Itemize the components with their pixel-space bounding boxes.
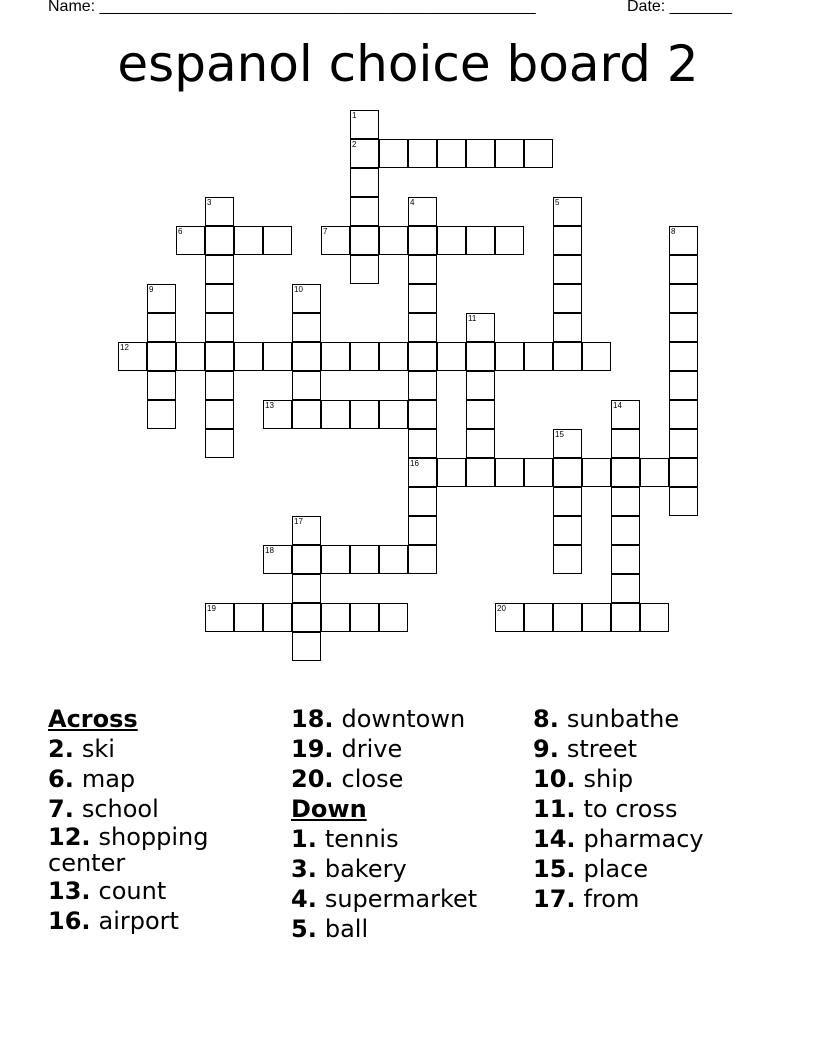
grid-cell[interactable] [350, 400, 379, 429]
grid-cell[interactable] [669, 458, 698, 487]
clue-item-text: street [566, 735, 638, 763]
grid-cell[interactable] [466, 139, 495, 168]
grid-cell[interactable] [408, 516, 437, 545]
grid-cell[interactable] [640, 603, 669, 632]
clue-number-label: 3 [207, 198, 212, 207]
grid-cell[interactable] [553, 342, 582, 371]
grid-cell[interactable] [205, 400, 234, 429]
clue-item-number: 6. [48, 765, 74, 793]
clue-item-number: 5. [291, 915, 317, 943]
grid-cell[interactable] [553, 516, 582, 545]
grid-cell[interactable] [205, 255, 234, 284]
grid-cell[interactable] [350, 545, 379, 574]
grid-cell[interactable] [669, 429, 698, 458]
grid-cell[interactable] [379, 226, 408, 255]
clue-item-text: sunbathe [566, 705, 680, 733]
grid-cell[interactable] [205, 342, 234, 371]
grid-cell[interactable] [147, 371, 176, 400]
grid-cell[interactable] [292, 400, 321, 429]
name-field-line: Name: _________________________________________________ [48, 0, 536, 15]
grid-cell[interactable] [379, 545, 408, 574]
clue-item-number: 7. [48, 795, 74, 823]
clue-item-text: ball [324, 915, 369, 943]
clue-item [291, 764, 477, 794]
clue-item [291, 824, 477, 854]
clue-column-3 [533, 704, 704, 914]
clue-item-text: ski [81, 735, 115, 763]
grid-cell[interactable] [263, 603, 292, 632]
grid-cell[interactable] [669, 371, 698, 400]
grid-cell[interactable] [611, 603, 640, 632]
clue-number-label: 14 [613, 401, 622, 410]
grid-cell[interactable] [669, 400, 698, 429]
grid-cell[interactable] [669, 342, 698, 371]
grid-cell[interactable] [495, 458, 524, 487]
grid-cell[interactable] [147, 400, 176, 429]
grid-cell[interactable] [321, 342, 350, 371]
grid-cell[interactable] [408, 545, 437, 574]
grid-cell[interactable] [669, 313, 698, 342]
grid-cell[interactable] [321, 400, 350, 429]
clue-item-text: tennis [324, 825, 399, 853]
clue-item [533, 824, 704, 854]
clue-item-number: 15. [533, 855, 576, 883]
grid-cell[interactable] [437, 139, 466, 168]
grid-cell[interactable] [350, 226, 379, 255]
clue-item-number: 10. [533, 765, 576, 793]
clue-number-label: 10 [294, 285, 303, 294]
grid-cell[interactable] [495, 226, 524, 255]
clue-item-number: 11. [533, 795, 576, 823]
grid-cell[interactable] [524, 139, 553, 168]
clue-item [533, 854, 704, 884]
grid-cell[interactable] [147, 313, 176, 342]
grid-cell[interactable] [292, 371, 321, 400]
grid-cell[interactable] [408, 284, 437, 313]
clue-item [291, 734, 477, 764]
grid-cell[interactable] [524, 603, 553, 632]
grid-cell[interactable] [553, 487, 582, 516]
clue-item-text: from [583, 885, 640, 913]
grid-cell[interactable] [466, 371, 495, 400]
clue-item [533, 794, 704, 824]
grid-cell[interactable] [408, 429, 437, 458]
clue-number-label: 18 [265, 546, 274, 555]
clue-number-label: 16 [410, 459, 419, 468]
grid-cell[interactable] [582, 342, 611, 371]
grid-cell[interactable] [582, 603, 611, 632]
grid-cell[interactable] [205, 371, 234, 400]
clue-number-label: 5 [555, 198, 560, 207]
clue-number-label: 11 [468, 314, 477, 323]
grid-cell[interactable] [234, 342, 263, 371]
clue-item-number: 1. [291, 825, 317, 853]
grid-cell[interactable] [292, 603, 321, 632]
grid-cell[interactable] [321, 603, 350, 632]
grid-cell[interactable] [553, 226, 582, 255]
clue-item [48, 906, 248, 936]
clue-item-text: ship [583, 765, 634, 793]
grid-cell[interactable] [466, 342, 495, 371]
clue-item-number: 16. [48, 907, 91, 935]
clue-item [533, 764, 704, 794]
grid-cell[interactable] [553, 284, 582, 313]
clue-number-label: 15 [555, 430, 564, 439]
clue-item-number: 19. [291, 735, 334, 763]
grid-cell[interactable] [234, 603, 263, 632]
clue-item-text: map [81, 765, 136, 793]
grid-cell[interactable] [379, 400, 408, 429]
grid-cell[interactable] [379, 342, 408, 371]
clue-number-label: 20 [497, 604, 506, 613]
clue-number-label: 12 [120, 343, 129, 352]
grid-cell[interactable] [408, 139, 437, 168]
clue-item-text: place [583, 855, 649, 883]
clue-item-text: close [341, 765, 404, 793]
grid-cell[interactable] [611, 429, 640, 458]
clue-item [48, 824, 248, 876]
grid-cell[interactable] [350, 342, 379, 371]
clue-item [533, 704, 704, 734]
clue-number-label: 2 [352, 140, 357, 149]
clue-number-label: 13 [265, 401, 274, 410]
grid-cell[interactable] [582, 458, 611, 487]
grid-cell[interactable] [292, 574, 321, 603]
clue-column-2 [291, 704, 477, 944]
grid-cell[interactable] [437, 458, 466, 487]
clue-item [48, 794, 248, 824]
clue-item-text: supermarket [324, 885, 478, 913]
clue-item-number: 13. [48, 877, 91, 905]
clue-number-label: 7 [323, 227, 328, 236]
clue-item [48, 764, 248, 794]
grid-cell[interactable] [292, 342, 321, 371]
grid-cell[interactable] [205, 313, 234, 342]
clue-item-number: 3. [291, 855, 317, 883]
grid-cell[interactable] [495, 139, 524, 168]
clue-item-text: pharmacy [583, 825, 704, 853]
grid-cell[interactable] [466, 226, 495, 255]
grid-cell[interactable] [611, 487, 640, 516]
clue-item-text: count [98, 877, 167, 905]
page-title: espanol choice board 2 [117, 35, 699, 93]
grid-cell[interactable] [408, 313, 437, 342]
clue-section-heading: Across [48, 705, 138, 733]
grid-cell[interactable] [234, 226, 263, 255]
grid-cell[interactable] [408, 255, 437, 284]
clue-column-1 [48, 704, 248, 936]
clue-item [48, 734, 248, 764]
clue-number-label: 19 [207, 604, 216, 613]
grid-cell[interactable] [350, 603, 379, 632]
clue-item-number: 18. [291, 705, 334, 733]
clue-item-text: bakery [324, 855, 407, 883]
grid-cell[interactable] [495, 342, 524, 371]
grid-cell[interactable] [553, 458, 582, 487]
grid-cell[interactable] [408, 400, 437, 429]
grid-cell[interactable] [524, 458, 553, 487]
grid-cell[interactable] [524, 342, 553, 371]
clue-item-text: school [81, 795, 159, 823]
grid-cell[interactable] [176, 342, 205, 371]
grid-cell[interactable] [553, 255, 582, 284]
clue-item-text: to cross [583, 795, 678, 823]
clue-item [291, 854, 477, 884]
clue-item-text: drive [341, 735, 403, 763]
grid-cell[interactable] [553, 603, 582, 632]
grid-cell[interactable] [611, 574, 640, 603]
clue-item-number: 12. [48, 823, 91, 851]
grid-cell[interactable] [611, 545, 640, 574]
grid-cell[interactable] [408, 487, 437, 516]
clue-item-number: 20. [291, 765, 334, 793]
grid-cell[interactable] [640, 458, 669, 487]
grid-cell[interactable] [408, 226, 437, 255]
clue-item [291, 914, 477, 944]
grid-cell[interactable] [669, 487, 698, 516]
grid-cell[interactable] [611, 458, 640, 487]
grid-cell[interactable] [669, 255, 698, 284]
clue-item-text: airport [98, 907, 179, 935]
grid-cell[interactable] [379, 603, 408, 632]
clue-item [48, 876, 248, 906]
clue-item [533, 884, 704, 914]
grid-cell[interactable] [205, 429, 234, 458]
grid-cell[interactable] [292, 632, 321, 661]
clue-number-label: 8 [671, 227, 676, 236]
grid-cell[interactable] [147, 342, 176, 371]
date-field-line: Date: _______ [627, 0, 732, 15]
grid-cell[interactable] [263, 226, 292, 255]
clue-item [533, 734, 704, 764]
clue-item-number: 2. [48, 735, 74, 763]
grid-cell[interactable] [466, 400, 495, 429]
clue-item-number: 8. [533, 705, 559, 733]
clue-number-label: 17 [294, 517, 303, 526]
grid-cell[interactable] [408, 371, 437, 400]
grid-cell[interactable] [350, 168, 379, 197]
clue-item [291, 884, 477, 914]
grid-cell[interactable] [379, 139, 408, 168]
clue-item-text: downtown [341, 705, 466, 733]
grid-cell[interactable] [437, 342, 466, 371]
clue-item [291, 704, 477, 734]
grid-cell[interactable] [553, 313, 582, 342]
grid-cell[interactable] [437, 226, 466, 255]
clue-item-number: 4. [291, 885, 317, 913]
clue-number-label: 1 [352, 111, 357, 120]
grid-cell[interactable] [350, 197, 379, 226]
clue-section-heading: Down [291, 795, 367, 823]
grid-cell[interactable] [263, 342, 292, 371]
grid-cell[interactable] [205, 226, 234, 255]
clue-number-label: 6 [178, 227, 183, 236]
grid-cell[interactable] [611, 516, 640, 545]
clue-item-number: 9. [533, 735, 559, 763]
clue-item-number: 17. [533, 885, 576, 913]
clue-number-label: 4 [410, 198, 415, 207]
grid-cell[interactable] [205, 284, 234, 313]
clue-item-text: shopping center [48, 823, 209, 877]
clue-item-number: 14. [533, 825, 576, 853]
grid-cell[interactable] [408, 342, 437, 371]
grid-cell[interactable] [466, 429, 495, 458]
grid-cell[interactable] [350, 255, 379, 284]
grid-cell[interactable] [466, 458, 495, 487]
grid-cell[interactable] [292, 313, 321, 342]
grid-cell[interactable] [669, 284, 698, 313]
grid-cell[interactable] [553, 545, 582, 574]
clue-number-label: 9 [149, 285, 154, 294]
grid-cell[interactable] [292, 545, 321, 574]
grid-cell[interactable] [321, 545, 350, 574]
